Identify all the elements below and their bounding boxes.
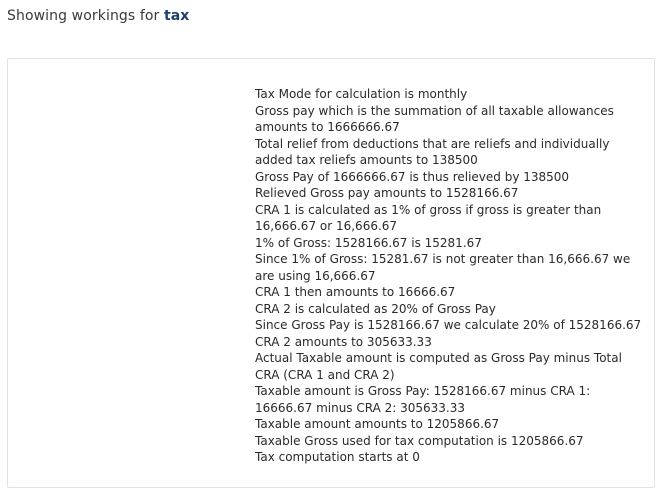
working-line: Since 1% of Gross: 15281.67 is not greater than 16,666.67 we are using 16,666.67 <box>255 252 631 283</box>
page-heading <box>7 8 189 24</box>
working-line: Since Gross Pay is 1528166.67 we calculate 20% of 1528166.67 <box>255 318 642 332</box>
working-line: CRA 2 amounts to 305633.33 <box>255 334 432 349</box>
heading-field-name: tax <box>163 8 190 24</box>
working-line: CRA 2 is calculated as 20% of Gross Pay <box>255 301 496 316</box>
working-line: Gross Pay of 1666666.67 is thus relieved by 138500 <box>255 169 570 184</box>
working-line: 1% of Gross: 1528166.67 is 15281.67 <box>255 235 482 250</box>
workings-panel <box>7 58 655 488</box>
heading-prefix: Showing workings for <box>7 8 160 24</box>
working-line: Gross pay which is the summation of all taxable allowances amounts to 1666666.67 <box>255 103 614 134</box>
working-line: Taxable amount amounts to 1205866.67 <box>255 417 500 431</box>
working-line: Taxable amount is Gross Pay: 1528166.67 minus CRA 1: 16666.67 minus CRA 2: 305633.33 <box>255 384 591 415</box>
working-line: CRA 1 then amounts to 16666.67 <box>255 285 456 299</box>
working-line: Relieved Gross pay amounts to 1528166.67 <box>255 186 519 200</box>
workings-text <box>255 86 645 466</box>
working-line: Total relief from deductions that are reliefs and individually added tax reliefs amounts to 138500 <box>255 136 610 167</box>
working-line: Tax computation starts at 0 <box>255 450 420 464</box>
working-line: CRA 1 is calculated as 1% of gross if gross is greater than 16,666.67 or 16,666.67 <box>255 202 602 233</box>
working-line: Tax Mode for calculation is monthly <box>255 87 468 101</box>
working-line: Taxable Gross used for tax computation is 1205866.67 <box>255 433 584 448</box>
working-line: Actual Taxable amount is computed as Gross Pay minus Total CRA (CRA 1 and CRA 2) <box>255 351 622 382</box>
